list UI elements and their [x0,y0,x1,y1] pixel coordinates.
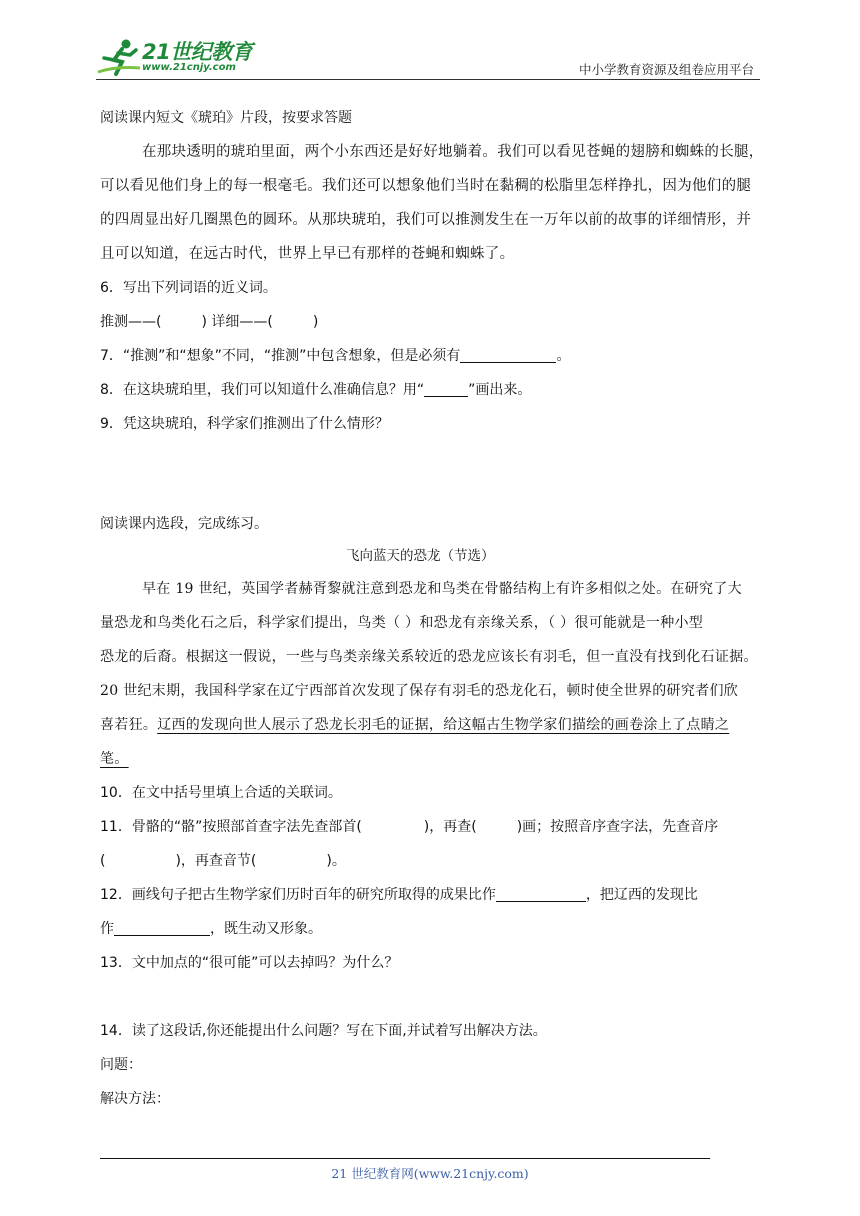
section2-intro: 阅读课内选段，完成练习。 [100,516,268,532]
method-label: 解决方法： [100,1091,170,1107]
runner-logo-icon [96,38,142,80]
q12-blank-2[interactable] [114,921,210,936]
q6-part-c: ) [312,314,319,330]
passage2-line-1: 早在 19 世纪，英国学者赫胥黎就注意到恐龙和鸟类在骨骼结构上有许多相似之处。在研究了大 [142,581,742,597]
header-divider [96,79,760,80]
question-12-line-1 [100,885,698,905]
footer-divider [100,1158,710,1159]
q11-text-a: 11．骨骼的“骼”按照部首查字法先查部首( [100,819,362,835]
q8-text: 8．在这块琥珀里，我们可以知道什么准确信息？用“ [100,382,425,398]
logo [96,38,266,80]
passage1-line-4: 且可以知道，在远古时代，世界上早已有那样的苍蝇和蜘蛛了。 [100,246,515,262]
q11-text-b: )，再查( [423,819,477,835]
passage2-title: 飞向蓝天的恐龙（节选） [346,548,495,564]
q12-text-c: 作 [100,921,114,937]
question-7 [100,346,570,366]
question-12-line-2 [100,919,322,939]
q12-text-b: ，把辽西的发现比 [585,887,698,903]
q12-text-a: 12．画线句子把古生物学家们历时百年的研究所取得的成果比作 [100,887,496,903]
problem-label: 问题： [100,1057,142,1073]
q12-text-d: ，既生动又形象。 [210,921,322,937]
passage2-line-2: 量恐龙和鸟类化石之后，科学家们提出，鸟类（ ）和恐龙有亲缘关系，（ ）很可能就是一种小型 [100,615,704,631]
logo-url: www.21cnjy.com [142,62,236,73]
question-9: 9．凭这块琥珀，科学家们推测出了什么情形？ [100,416,389,432]
question-13: 13．文中加点的“很可能”可以去掉吗？为什么？ [100,955,399,971]
passage1-line-3: 的四周显出好几圈黑色的圆环。从那块琥珀，我们可以推测发生在一万年以前的故事的详细情形，并 [100,212,752,228]
q11-text-e: )，再查音节( [175,853,257,869]
q11-text-f: )。 [326,853,346,869]
header-platform-text: 中小学教育资源及组卷应用平台 [578,62,754,77]
passage2-line-3: 恐龙的后裔。根据这一假说，一些与鸟类亲缘关系较近的恐龙应该长有羽毛，但一直没有找到化石证据。 [100,649,758,665]
underlined-sentence-part-2: 笔。 [100,751,129,767]
q11-text-c: )画；按照音序查字法，先查音序 [516,819,719,835]
page-header [96,38,760,80]
q8-underline-sample [424,382,468,397]
q7-blank[interactable] [460,348,556,363]
q7-text: 7．“推测”和“想象”不同，“推测”中包含想象，但是必须有 [100,348,461,364]
passage2-line-5 [100,715,729,735]
section1-intro: 阅读课内短文《琥珀》片段，按要求答题 [100,110,352,126]
q6-part-b: ) 详细——( [201,314,273,330]
q11-text-d: ( [100,853,106,869]
question-6: 6．写出下列词语的近义词。 [100,280,277,296]
logo-text: 21世纪教育 [142,40,253,64]
question-14: 14．读了这段话,你还能提出什么问题？写在下面,并试着写出解决方法。 [100,1023,547,1039]
q12-blank-1[interactable] [496,887,586,902]
passage2-line-5-text: 喜若狂。 [100,717,158,733]
passage1-line-1: 在那块透明的琥珀里面，两个小东西还是好好地躺着。我们可以看见苍蝇的翅膀和蜘蛛的长腿， [142,144,764,160]
q6-part-a: 推测——( [100,314,162,330]
question-10: 10．在文中括号里填上合适的关联词。 [100,785,342,801]
q8-end: ”画出来。 [468,382,532,398]
footer-text: 21 世纪教育网(www.21cnjy.com) [331,1166,529,1181]
question-6-answer-line [100,312,318,332]
q7-end: 。 [556,348,571,364]
underlined-sentence-part-1: 辽西的发现向世人展示了恐龙长羽毛的证据，给这幅古生物学家们描绘的画卷涂上了点睛之 [157,717,730,733]
passage1-line-2: 可以看见他们身上的每一根毫毛。我们还可以想象他们当时在黏稠的松脂里怎样挣扎，因为他们的腿 [100,178,752,194]
question-11-line-1 [100,817,718,837]
passage2-line-4: 20 世纪末期，我国科学家在辽宁西部首次发现了保存有羽毛的恐龙化石，顿时使全世界的研究者们欣 [100,683,739,699]
question-8 [100,380,531,400]
question-11-line-2 [100,851,346,871]
